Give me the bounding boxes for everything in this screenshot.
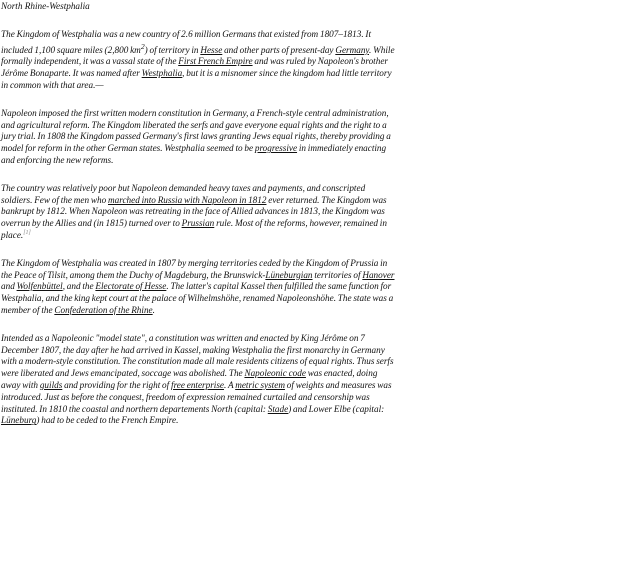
text-run: in immediately enacting and enforcing the new reforms. [1,143,387,166]
inline-link[interactable]: guilds [39,379,63,390]
text-run: . The latter's capital Kassel then fulfilled the same function for Westphalia, and the king kept court at the palace of Wilhelmshöhe, renamed Napoleonshöhe. The state was a member of the [1,281,394,315]
text-run: ) had to be ceded to the French Empire. [36,415,179,426]
text-run: Napoleon imposed the first written modern constitution in Germany, a French-style central administration, and agricultural reform. The Kingdom liberated the serfs and gave everyone equal rights and the right to a jury trial. In 1808 the Kingdom passed Germany's first laws granting Jews equal rights, thereby providing a model for reform in the other German states. Westphalia seemed to be [1,107,391,154]
text-run: ) of territory in [144,44,201,55]
text-run: and was ruled by Napoleon's brother Jérôme Bonaparte. It was named after [1,56,388,79]
article-paragraphs [1,29,396,427]
text-run: , and the [62,281,96,292]
inline-link[interactable]: Lüneburgian [265,269,313,280]
paragraph [1,29,396,92]
page-title: North Rhine-Westphalia [1,1,90,11]
text-run: territories of [312,269,363,280]
inline-link[interactable]: Lüneburg [1,415,37,426]
text-run: Intended as a Napoleonic "model state", a constitution was written and enacted by King Jérôme on 7 December 1807, the day after he had arrived in Kassel, making Westphalia the first monarchy in Germany with a modern-style constitution. The constitution made all male residents citizens of equal rights. Thus serfs were liberated and Jews emancipated, soccage was abolished. The [1,332,394,379]
inline-link[interactable]: Germany [335,44,369,55]
paragraph [1,108,396,167]
text-run: ever returned. The Kingdom was bankrupt by 1812. When Napoleon was retreating in the face of Allied advances in 1813, the Kingdom was overrun by the Allies and (in 1815) turned over to [1,194,387,229]
text-run: was enacted, doing away with [1,368,378,390]
inline-link[interactable]: progressive [254,143,298,154]
text-run: ) and Lower Elbe (capital: [288,403,385,414]
inline-link[interactable]: Hesse [200,44,223,55]
inline-link[interactable]: marched into Russia with Napoleon in 1812 [108,194,267,205]
inline-link[interactable]: Prussian [181,218,215,229]
inline-link[interactable]: free enterprise [171,379,225,390]
text-run: and providing for the right of [62,379,172,390]
inline-link[interactable]: Electorate of Hesse [95,281,167,292]
text-run: . While formally independent, it was a vassal state of the [1,44,395,67]
text-run: and [1,281,17,292]
text-run: . [152,305,155,315]
inline-link[interactable]: Napoleonic code [244,368,306,379]
citation-ref[interactable]: [1] [23,229,31,236]
text-run: . A [224,379,236,390]
text-run: The Kingdom of Westphalia was created in 1807 by merging territories ceded by the Kingdom of Prussia in the Peace of Tilsit, among them the Duchy of Magdeburg, the Brunswick- [1,257,388,280]
text-run: of weights and measures was introduced. Just as before the conquest, freedom of expression remained curtailed and censorship was instituted. In 1810 the coastal and northern departements North (capital: [1,379,392,414]
inline-link[interactable]: Hanover [362,269,395,280]
paragraph [1,333,396,427]
inline-link[interactable]: Confederation of the Rhine [54,305,153,315]
text-run: The country was relatively poor but Napoleon demanded heavy taxes and payments, and conscripted soldiers. Few of the men who [1,182,366,205]
inline-link[interactable]: Westphalia [141,68,183,79]
inline-link[interactable]: metric system [235,379,285,390]
paragraph [1,258,396,317]
inline-link[interactable]: Wolfenbüttel [16,281,63,292]
text-run: , but it is a misnomer since the kingdom had little territory in common with that area.— [1,68,392,91]
superscript: 2 [140,41,145,51]
text-run: The Kingdom of Westphalia was a new country of 2.6 million Germans that existed from 1807–1813. It included 1,100 square miles (2,800 km [1,28,372,55]
inline-link[interactable]: Stade [267,403,289,414]
document-body [1,1,396,443]
text-run: rule. Most of the reforms, however, remained in place. [1,218,387,241]
paragraph [1,183,396,242]
inline-link[interactable]: First French Empire [178,56,253,67]
text-run: and other parts of present-day [222,44,336,55]
